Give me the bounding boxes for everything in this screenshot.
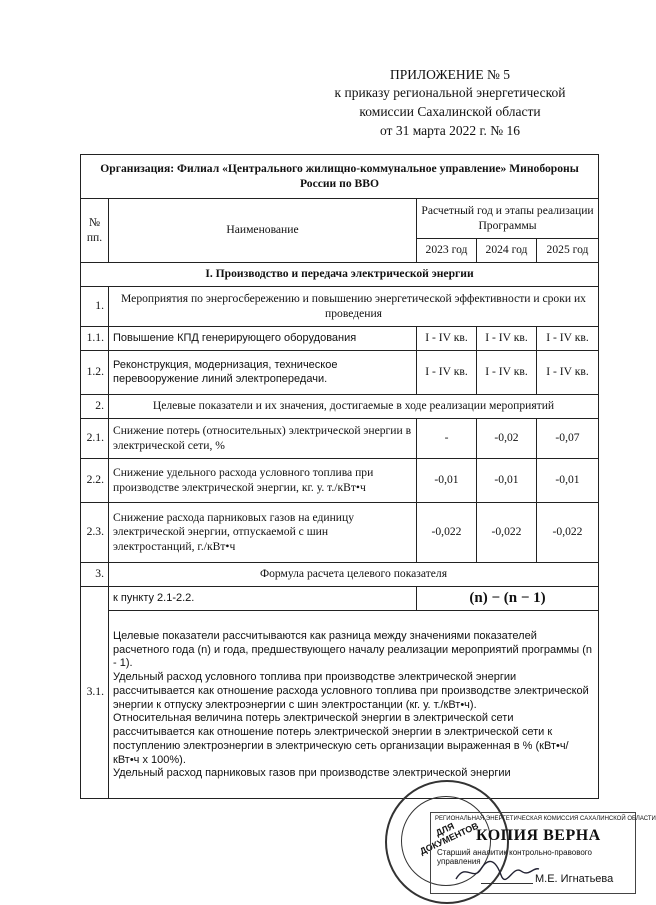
- row-value: I - IV кв.: [537, 327, 599, 351]
- row-num: 2.3.: [81, 503, 109, 563]
- row-value: -0,02: [477, 419, 537, 459]
- appendix-title: ПРИЛОЖЕНИЕ № 5: [389, 67, 511, 82]
- row-value: -0,01: [417, 459, 477, 503]
- description-cell: [109, 611, 599, 799]
- appendix-subtitle-1: к приказу региональной энергетической: [334, 85, 566, 100]
- row-value: -0,022: [477, 503, 537, 563]
- row-text: Снижение удельного расхода условного топлива при производстве электрической энергии, кг. у. т./кВт•ч: [109, 459, 417, 503]
- row-value: -0,01: [477, 459, 537, 503]
- row-value: -0,07: [537, 419, 599, 459]
- stamp-title: КОПИЯ ВЕРНА: [476, 827, 601, 844]
- row-text: Формула расчета целевого показателя: [109, 563, 599, 587]
- row-value: -0,022: [537, 503, 599, 563]
- row-num: 1.: [81, 287, 109, 327]
- section-heading: I. Производство и передача электрической энергии: [81, 263, 599, 287]
- row-text: Снижение расхода парниковых газов на единицу электрической энергии, отпускаемой с шин электростанций, г./кВт•ч: [109, 503, 417, 563]
- row-value: -0,022: [417, 503, 477, 563]
- row-value: I - IV кв.: [417, 351, 477, 395]
- row-value: I - IV кв.: [537, 351, 599, 395]
- row-text: к пункту 2.1-2.2.: [109, 587, 417, 611]
- row-value: I - IV кв.: [417, 327, 477, 351]
- copy-stamp: [430, 812, 656, 894]
- row-num: 1.2.: [81, 351, 109, 395]
- row-value: I - IV кв.: [477, 351, 537, 395]
- col-num-header: № пп.: [81, 199, 109, 263]
- row-text: Повышение КПД генерирующего оборудования: [109, 327, 417, 351]
- stamp-name: М.Е. Игнатьева: [535, 873, 614, 885]
- round-seal-text: ДЛЯ ДОКУМЕНТОВ: [418, 820, 481, 857]
- row-text: Целевые показатели и их значения, достигаемые в ходе реализации мероприятий: [109, 395, 599, 419]
- row-num: 2.1.: [81, 419, 109, 459]
- signature-line: [481, 883, 533, 884]
- year-header: 2025 год: [537, 239, 599, 263]
- year-header: 2024 год: [477, 239, 537, 263]
- col-period-header: Расчетный год и этапы реализации Программы: [417, 199, 599, 239]
- row-num: 2.2.: [81, 459, 109, 503]
- col-name-header: Наименование: [109, 199, 417, 263]
- row-num: 3.1.: [81, 587, 109, 799]
- row-value: -0,01: [537, 459, 599, 503]
- program-table: [80, 154, 599, 799]
- year-header: 2023 год: [417, 239, 477, 263]
- row-text: Мероприятия по энергосбережению и повышению энергетической эффективности и сроки их проведения: [109, 287, 599, 327]
- appendix-date: от 31 марта 2022 г. № 16: [379, 123, 521, 138]
- row-value: -: [417, 419, 477, 459]
- stamp-position: Старший аналитик контрольно-правового управления: [437, 848, 592, 866]
- formula-cell: (n) − (n − 1): [417, 587, 599, 611]
- row-num: 3.: [81, 563, 109, 587]
- row-num: 1.1.: [81, 327, 109, 351]
- row-text: Снижение потерь (относительных) электрической энергии в электрической сети, %: [109, 419, 417, 459]
- row-num: 2.: [81, 395, 109, 419]
- row-value: I - IV кв.: [477, 327, 537, 351]
- organization-cell: Организация: Филиал «Центрального жилищно-коммунальное управление» Минобороны России по ВВО: [81, 155, 599, 199]
- row-text: Реконструкция, модернизация, техническое перевооружение линий электропередачи.: [109, 351, 417, 395]
- description-text: Целевые показатели рассчитываются как разница между значениями показателей расчетного года (n) и года, предшествующего началу реализации мероприятий программы (n - 1). Удельный расход условного топлива при производстве электрической энергии рассчитывается как отношение расхода условного топлива при производстве электрической энергии к отпуску электроэнергии с шин электростанции (кг. у. т./кВт•ч). Относительная величина потерь электрической энергии в электрической сети рассчитывается как отношение потерь электрической энергии в электрической сети к поступлению электроэнергии в электрическую сеть организации выраженная в % (кВт•ч/кВт•ч х 100%). Удельный расход парниковых газов при производстве электрической энергии: [113, 629, 592, 780]
- stamp-org: РЕГИОНАЛЬНАЯ ЭНЕРГЕТИЧЕСКАЯ КОМИССИЯ САХАЛИНСКОЙ ОБЛАСТИ: [435, 816, 656, 822]
- appendix-subtitle-2: комиссии Сахалинской области: [359, 104, 541, 119]
